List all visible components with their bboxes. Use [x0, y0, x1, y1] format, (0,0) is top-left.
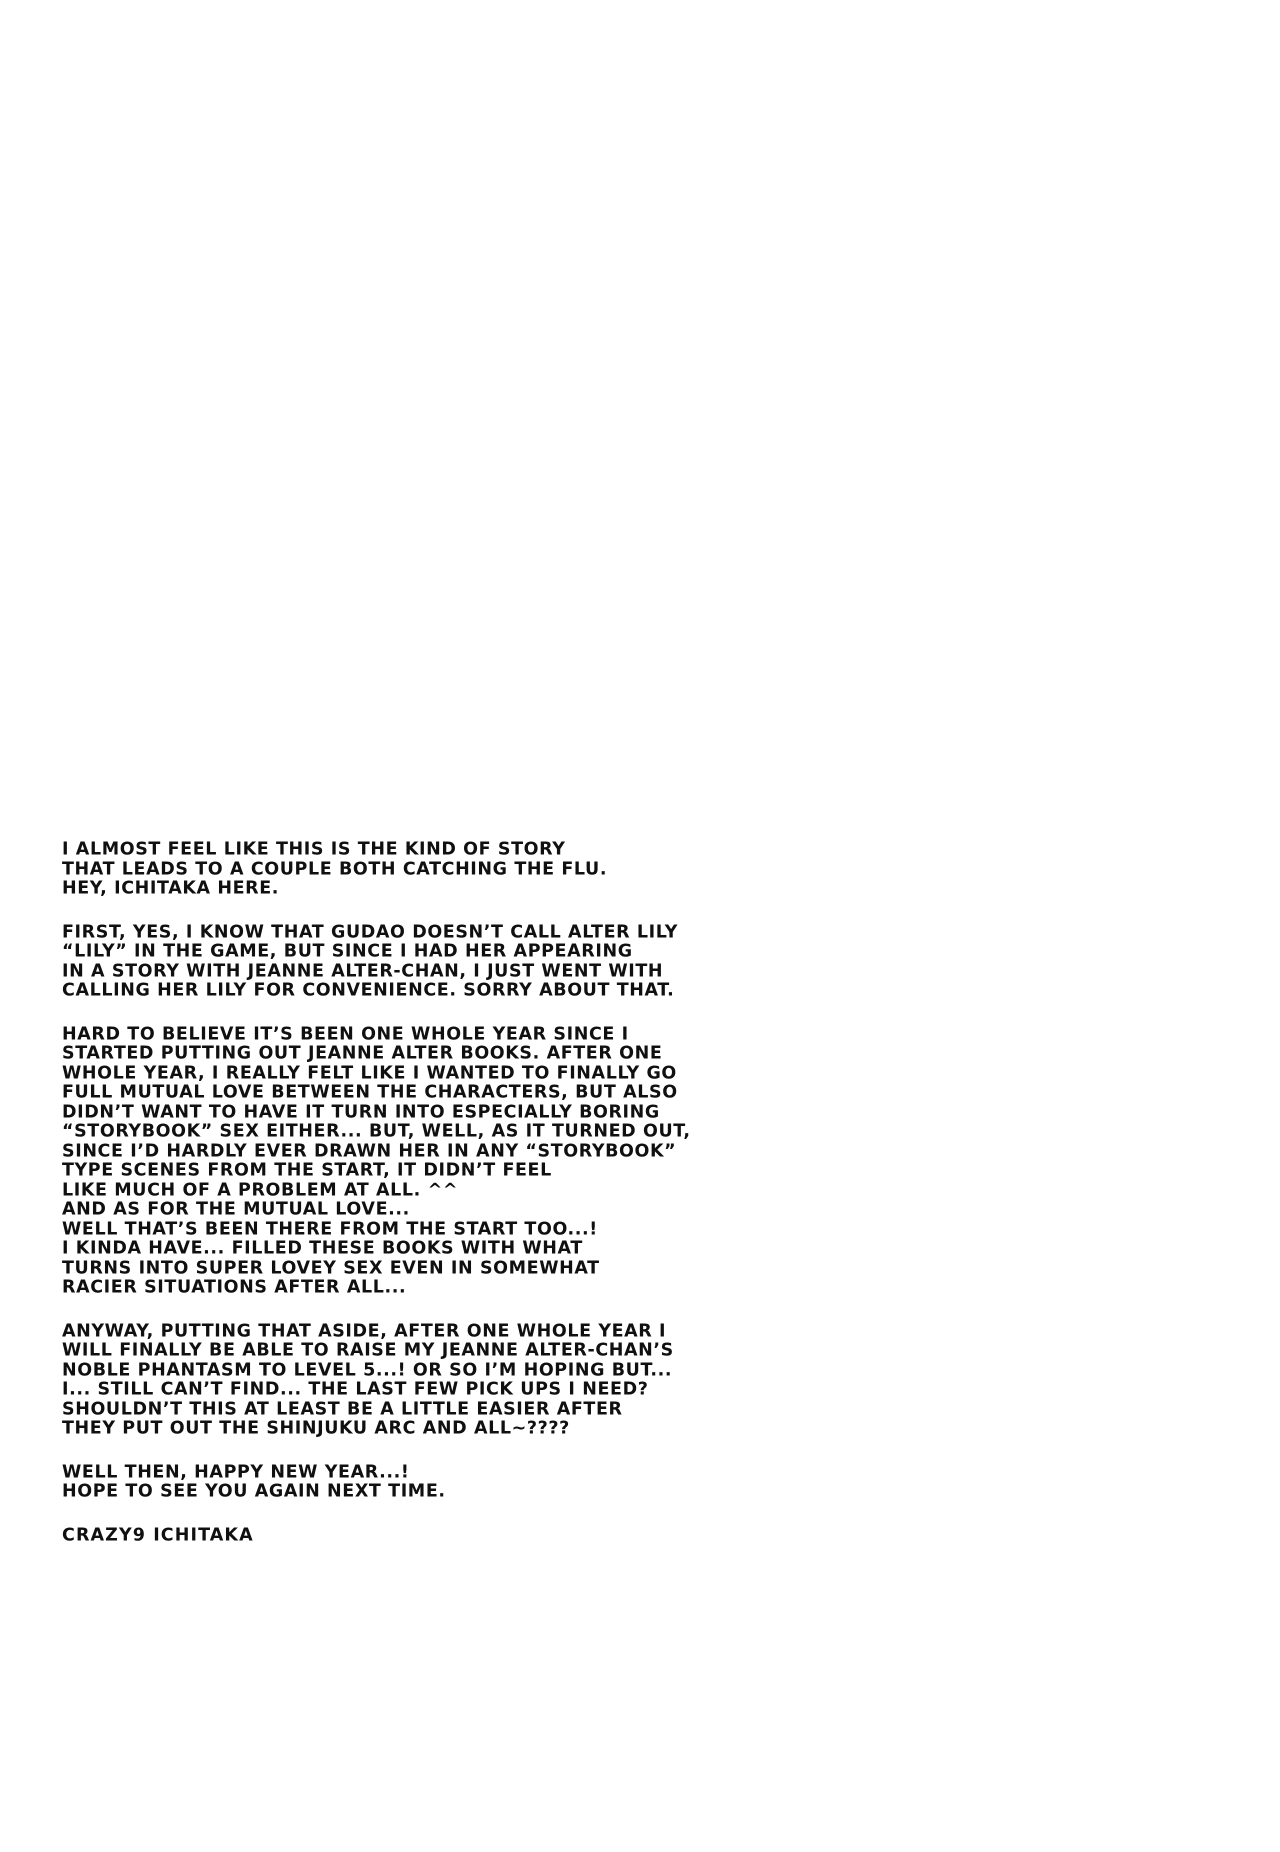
text-line: SINCE I’D HARDLY EVER DRAWN HER IN ANY “STORYBOOK”	[62, 1140, 677, 1161]
text-line: CRAZY9 ICHITAKA	[62, 1524, 254, 1545]
paragraph-intro	[62, 840, 762, 899]
text-line: TURNS INTO SUPER LOVEY SEX EVEN IN SOMEWHAT	[62, 1257, 600, 1278]
text-line: TYPE SCENES FROM THE START, IT DIDN’T FEEL	[62, 1159, 552, 1181]
text-line: NOBLE PHANTASM TO LEVEL 5...! OR SO I’M HOPING BUT...	[62, 1359, 673, 1380]
afterword-text-block	[62, 840, 762, 1545]
text-line: “STORYBOOK” SEX EITHER... BUT, WELL, AS IT TURNED OUT,	[62, 1120, 691, 1142]
text-line: RACIER SITUATIONS AFTER ALL...	[62, 1276, 407, 1298]
text-line: WHOLE YEAR, I REALLY FELT LIKE I WANTED TO FINALLY GO	[62, 1062, 677, 1083]
text-line: SHOULDN’T THIS AT LEAST BE A LITTLE EASIER AFTER	[62, 1398, 623, 1419]
text-line: DIDN’T WANT TO HAVE IT TURN INTO ESPECIALLY BORING	[62, 1101, 660, 1122]
text-line: CALLING HER LILY FOR CONVENIENCE. SORRY ABOUT THAT.	[62, 979, 675, 1001]
text-line: WILL FINALLY BE ABLE TO RAISE MY JEANNE ALTER-CHAN’S	[62, 1339, 674, 1361]
paragraph-one-year	[62, 1025, 762, 1298]
text-line: HOPE TO SEE YOU AGAIN NEXT TIME.	[62, 1480, 446, 1502]
text-line: I ALMOST FEEL LIKE THIS IS THE KIND OF STORY	[62, 838, 566, 860]
paragraph-farewell	[62, 1463, 762, 1502]
paragraph-noble-phantasm	[62, 1322, 762, 1439]
text-line: STARTED PUTTING OUT JEANNE ALTER BOOKS. AFTER ONE	[62, 1042, 663, 1064]
text-line: I... STILL CAN’T FIND... THE LAST FEW PICK UPS I NEED?	[62, 1378, 649, 1400]
text-line: LIKE MUCH OF A PROBLEM AT ALL. ^^	[62, 1179, 459, 1200]
text-line: THEY PUT OUT THE SHINJUKU ARC AND ALL~????	[62, 1417, 570, 1439]
text-line: AND AS FOR THE MUTUAL LOVE...	[62, 1198, 410, 1220]
text-line: HARD TO BELIEVE IT’S BEEN ONE WHOLE YEAR SINCE I	[62, 1023, 629, 1044]
text-line: WELL THAT’S BEEN THERE FROM THE START TOO...!	[62, 1218, 598, 1239]
text-line: “LILY” IN THE GAME, BUT SINCE I HAD HER APPEARING	[62, 940, 633, 962]
author-signature	[62, 1526, 762, 1546]
text-line: FULL MUTUAL LOVE BETWEEN THE CHARACTERS, BUT ALSO	[62, 1081, 678, 1103]
text-line: WELL THEN, HAPPY NEW YEAR...!	[62, 1461, 410, 1482]
text-line: HEY, ICHITAKA HERE.	[62, 877, 280, 899]
text-line: THAT LEADS TO A COUPLE BOTH CATCHING THE FLU.	[62, 858, 608, 879]
text-line: IN A STORY WITH JEANNE ALTER-CHAN, I JUST WENT WITH	[62, 960, 664, 981]
text-line: ANYWAY, PUTTING THAT ASIDE, AFTER ONE WHOLE YEAR I	[62, 1320, 667, 1341]
text-line: FIRST, YES, I KNOW THAT GUDAO DOESN’T CALL ALTER LILY	[62, 921, 679, 942]
paragraph-naming-note	[62, 923, 762, 1001]
text-line: I KINDA HAVE... FILLED THESE BOOKS WITH WHAT	[62, 1237, 583, 1259]
